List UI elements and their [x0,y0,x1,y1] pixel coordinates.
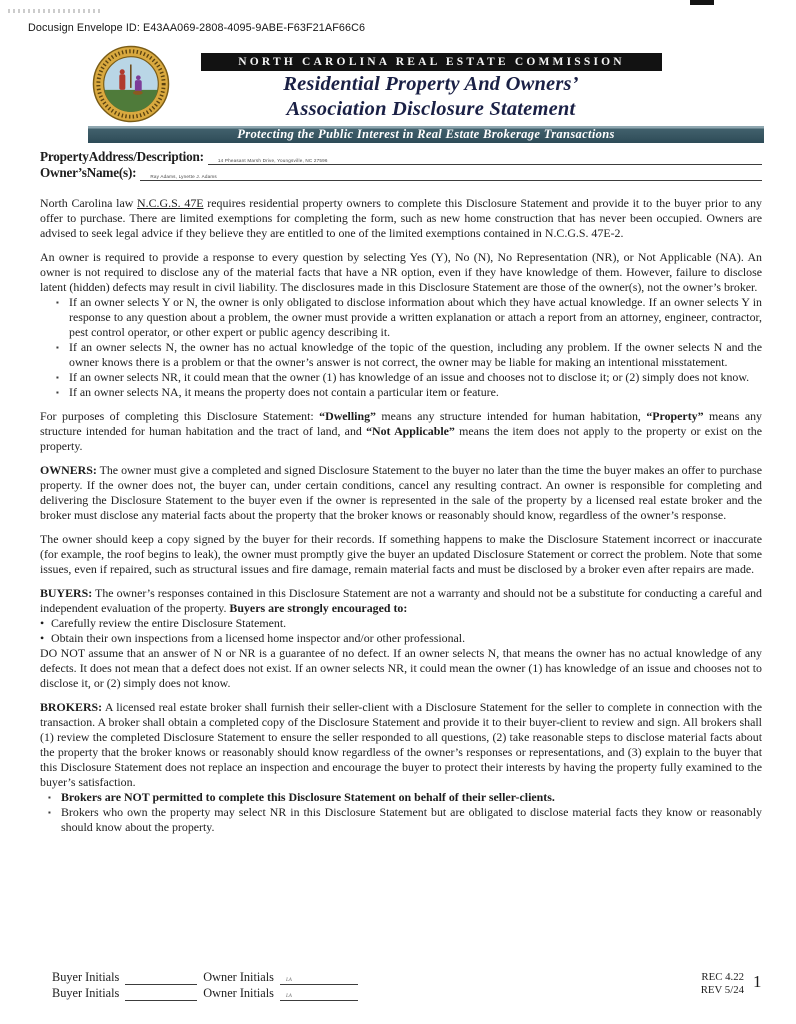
document-title-line-2: Association Disclosure Statement [286,98,576,120]
form-revision-block [701,971,744,997]
owners-text: The owner must give a completed and signed Disclosure Statement to the buyer no later than the time the buyer makes an offer to purchase property. If the owner does not, the buyer can, under certain conditions, cancel any resulting contract. An owner is responsible for completing and delivering the Disclosure Statement to the buyer even if the owner is represented in the sale of the property by a licensed real estate broker and the broker must disclose any material facts about the property that the broker knows or reasonably should know, regardless of the owner’s response. [40,463,762,522]
owner-initials-line [280,987,358,1001]
buyer-initials-label: Buyer Initials [52,986,120,1000]
owner-name-line [140,167,762,181]
owner-initials-mark: LA [285,994,292,999]
brokers-heading: BROKERS: [40,700,103,714]
property-address-value: 14 Pheasant Marsh Drive, Youngsville, NC 27596 [217,157,328,163]
owners-heading: OWNERS: [40,463,97,477]
document-title-line-1: Residential Property And Owners’ [283,73,579,95]
do-not-assume-paragraph: DO NOT assume that an answer of N or NR is a guarantee of no defect. If an owner selects N, that means the owner has no actual knowledge of any defects. It does not mean that a defect does not exist. If an owner selects NR, it could mean the owner (1) has knowledge of an issue and chooses not to disclose it, or (2) simply does not know. [40,646,762,690]
buyers-encouraged-text: Buyers are strongly encouraged to: [229,601,408,615]
bullet-text: Carefully review the entire Disclosure Statement. [51,616,287,630]
brokers-bullet-not-permitted [48,790,762,805]
definitions-text: means the item does not apply to the property or exist on the property. [40,424,763,453]
initials-row-1 [52,969,364,985]
square-bullet-icon: ▪ [48,808,51,817]
docusign-envelope-id: Docusign Envelope ID: E43AA069-2808-4095-9ABE-F63F21AF66C6 [28,22,366,34]
square-bullet-icon: ▪ [56,298,59,307]
property-term: “Property” [646,409,704,423]
not-applicable-term: “Not Applicable” [366,424,455,438]
brokers-text: A licensed real estate broker shall furnish their seller-client with a Disclosure Statement for the seller to complete in connection with the transaction. A broker shall obtain a completed copy of the Disclosure Statement and provide it to their buyer-client to review and sign. All brokers shall (1) review the completed Disclosure Statement to ensure the seller responded to all questions, (2) take reasonable steps to disclose material facts about the property that the broker knows or reasonably should know regardless of the owner’s responses or representations, and (3) explain to the buyer that this Disclosure Statement does not replace an inspection and encourage the buyer to protect their interests by having the property fully examined to the buyer’s satisfaction. [40,700,762,789]
square-bullet-icon: ▪ [56,388,59,397]
square-bullet-icon: ▪ [48,793,51,802]
buyers-text: The owner’s responses contained in this Disclosure Statement are not a warranty and should not be a substitute for conducting a careful and independent evaluation of the property. [40,586,762,615]
owner-name-field [40,165,762,181]
owners-paragraph [40,463,762,523]
buyer-initials-line [125,971,197,985]
bullet-text: If an owner selects N, the owner has no actual knowledge of the topic of the question, including any problem. If the owner selects N and the owner knows there is a problem or that the owner’s answer is not correct, the owner may be liable for making an intentional misstatement. [69,340,762,369]
document-body [40,196,762,835]
buyer-initials-line [125,987,197,1001]
rec-code: REC 4.22 [701,971,744,983]
buyers-paragraph [40,586,762,616]
nc-state-seal-icon [92,45,170,123]
definitions-text: For purposes of completing this Disclosure Statement: [40,409,320,423]
property-address-label: PropertyAddress/Description: [40,149,204,164]
scan-artifact-top-left [8,9,100,13]
owner-name-label: Owner’sName(s): [40,165,137,180]
bullet-text: Brokers who own the property may select NR in this Disclosure Statement but are obligated to disclose material facts they know or reasonably should know about the property. [61,805,762,834]
initials-block [52,969,364,1001]
owner-initials-label: Owner Initials [203,970,274,984]
bullet-text: If an owner selects NR, it could mean that the owner (1) has knowledge of an issue and chooses not to disclose it; or (2) simply does not know. [69,370,750,384]
bullet-text: If an owner selects Y or N, the owner is only obligated to disclose information about which they have actual knowledge. If an owner selects Y in response to any question about a problem, the owner must provide a written explanation or attach a report from an attorney, engineer, contractor, pest control operator, or other expert or public agency describing it. [69,295,762,339]
document-title [200,72,662,122]
property-address-field [40,149,762,165]
owner-selection-bullets [56,295,762,400]
scan-artifact-black-mark [690,0,714,5]
buyers-heading: BUYERS: [40,586,93,600]
brokers-bullets [48,790,762,835]
bullet-item-n [56,340,762,370]
brokers-bullet-own-property [48,805,762,835]
statute-reference: N.C.G.S. 47E [137,196,204,210]
buyer-initials-label: Buyer Initials [52,970,120,984]
bullet-text: Brokers are NOT permitted to complete this Disclosure Statement on behalf of their seller-clients. [61,790,555,804]
tagline-banner: Protecting the Public Interest in Real Estate Brokerage Transactions [88,126,764,143]
record-keeping-paragraph: The owner should keep a copy signed by the buyer for their records. If something happens to make the Disclosure Statement incorrect or inaccurate (for example, the roof begins to leak), the owner must promptly give the buyer an updated Disclosure Statement or correct the problem. Note that some issues, even if repaired, such as structural issues and fire damage, remain material facts and must be disclosed by a broker even after repairs are made. [40,532,762,576]
intro-post: requires residential property owners to complete this Disclosure Statement and provide it to the buyer prior to any offer to purchase. There are limited exemptions for completing the form, such as new home construction that has never been occupied. Owners are advised to seek legal advice if they believe they are entitled to one of the limited exemptions contained in N.C.G.S. 47E-2. [40,196,762,240]
buyer-advice-bullets [40,616,762,646]
round-bullet-icon: • [40,631,45,645]
dwelling-term: “Dwelling” [319,409,376,423]
bullet-text: Obtain their own inspections from a licensed home inspector and/or other professional. [51,631,466,645]
intro-paragraph [40,196,762,241]
definitions-text: means any structure intended for human habitation, [375,409,647,423]
commission-name-banner: NORTH CAROLINA REAL ESTATE COMMISSION [201,53,662,71]
property-address-line [208,151,762,165]
owner-initials-line [280,971,358,985]
brokers-paragraph [40,700,762,790]
owner-initials-label: Owner Initials [203,986,274,1000]
round-bullet-icon: • [40,616,45,630]
bullet-item-nr [56,370,762,385]
bullet-text: If an owner selects NA, it means the property does not contain a particular item or feature. [69,385,499,399]
buyer-bullet-review [40,616,762,631]
intro-pre: North Carolina law [40,196,138,210]
owner-initials-mark: LA [285,978,292,983]
square-bullet-icon: ▪ [56,343,59,352]
bullet-item-na [56,385,762,400]
rev-code: REV 5/24 [700,984,744,996]
definitions-paragraph [40,409,762,454]
definitions-text: means any structure intended for human habitation and the tract of land, and [40,409,763,438]
initials-row-2 [52,985,364,1001]
owner-name-value: Ray Adams, Lynette J. Adams [150,173,217,179]
buyer-bullet-inspections [40,631,762,646]
page-number: 1 [753,972,762,991]
bullet-item-y-or-n [56,295,762,340]
square-bullet-icon: ▪ [56,373,59,382]
response-rules-paragraph: An owner is required to provide a response to every question by selecting Yes (Y), No (N), No Representation (NR), or Not Applicable (NA). An owner is not required to disclose any of the material facts that have a NR option, even if they have knowledge of them. However, failure to disclose latent (hidden) defects may result in civil liability. The disclosures made in this Disclosure Statement are those of the owner(s), not the owner’s broker. [40,250,762,294]
